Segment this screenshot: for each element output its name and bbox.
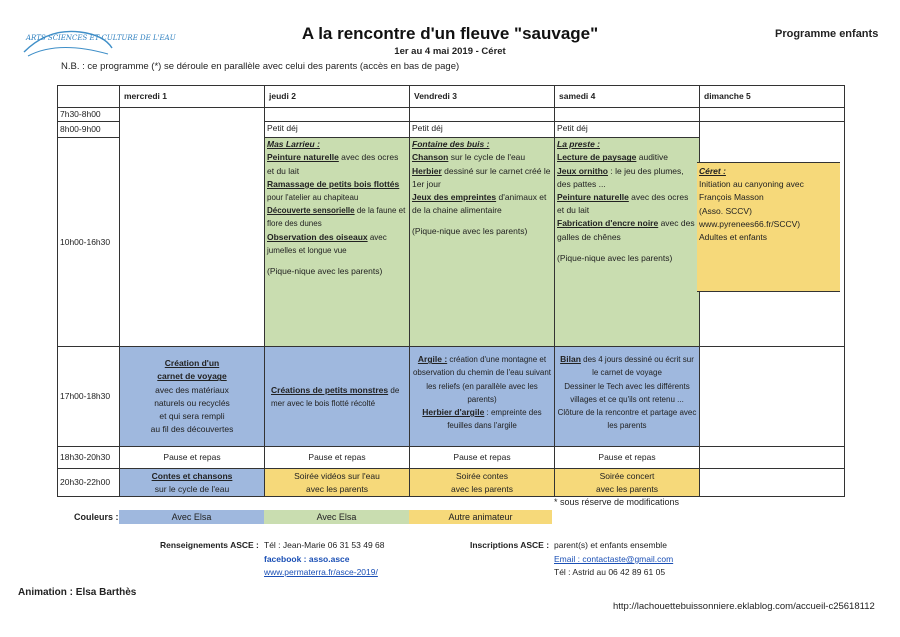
mer-pause: Pause et repas <box>120 447 265 469</box>
jeu-d-rest: avec jumelles et longue vue <box>267 232 387 255</box>
sam-night-l1: Soirée concert <box>599 470 655 481</box>
day-samedi: samedi 4 <box>555 86 700 108</box>
sam-eve-rest: des 4 jours dessiné ou écrit sur le carnet de voyage <box>580 355 694 378</box>
ven-7h30 <box>410 108 555 122</box>
program-label: Programme enfants <box>775 28 879 40</box>
day-jeudi: jeudi 2 <box>265 86 410 108</box>
jeu-picnic: (Pique-nique avec les parents) <box>267 266 383 277</box>
legend-blue: Avec Elsa <box>119 510 264 524</box>
time-night: 20h30-22h00 <box>58 469 120 497</box>
jeu-b-title: Ramassage de petits bois flottés <box>267 178 400 189</box>
ven-c-title: Jeux des empreintes <box>412 192 497 203</box>
ven-b-rest: dessiné sur le carnet créé le 1er jour <box>412 165 551 189</box>
mer-morning <box>120 108 265 347</box>
ven-pause: Pause et repas <box>410 447 555 469</box>
mer-eve-l2: naturels ou recyclés <box>154 397 230 408</box>
ven-a-title: Chanson <box>412 152 449 163</box>
sam-picnic: (Pique-nique avec les parents) <box>557 252 673 263</box>
corner-cell <box>58 86 120 108</box>
row-night <box>58 469 845 497</box>
sam-b-title: Jeux ornitho <box>557 165 609 176</box>
ven-place: Fontaine des buis : <box>412 139 490 150</box>
ven-eve-a-rest: création d'une montagne et observation du chemin de l'eau suivant les reliefs (en parallèle avec les parents) <box>412 355 552 404</box>
jeu-night-l2: avec les parents <box>306 483 368 494</box>
mer-eve-l3: et qui sera rempli <box>159 410 225 421</box>
ven-c-rest: d'animaux et de la chaine alimentaire <box>412 192 547 216</box>
day-vendredi: Vendredi 3 <box>410 86 555 108</box>
day-dimanche: dimanche 5 <box>700 86 845 108</box>
row-evening <box>58 347 845 447</box>
sam-eve-title: Bilan <box>560 354 581 365</box>
dim-night <box>700 469 845 497</box>
animation-credit: Animation : Elsa Barthès <box>18 587 137 598</box>
sam-d-title: Fabrication d'encre noire <box>557 218 659 229</box>
ven-eve-b-rest: : empreinte des feuilles dans l'argile <box>447 408 542 431</box>
insc-who: parent(s) et enfants ensemble <box>554 540 667 550</box>
ven-a-rest: sur le cycle de l'eau <box>448 152 526 163</box>
dim-l2: François Masson <box>699 192 764 203</box>
logo-text: ARTS SCIENCES ET CULTURE DE L'EAU <box>26 34 176 42</box>
rens-label: Renseignements ASCE : <box>160 540 259 550</box>
jeu-eve-cell <box>265 347 410 447</box>
jeu-c-title: Découverte sensorielle <box>267 206 355 216</box>
jeu-breakfast: Petit déj <box>265 122 410 138</box>
insc-tel: Tél : Astrid au 06 42 89 61 05 <box>554 567 666 577</box>
jeu-a-rest: avec des ocres et du lait <box>267 152 399 176</box>
website-link[interactable]: www.permaterra.fr/asce-2019/ <box>264 567 378 577</box>
legend-green: Avec Elsa <box>264 510 409 524</box>
ven-breakfast: Petit déj <box>410 122 555 138</box>
mer-eve-l4: au fil des découvertes <box>150 424 234 435</box>
jeu-eve-title: Créations de petits monstres <box>271 384 389 395</box>
jeu-pause: Pause et repas <box>265 447 410 469</box>
header-row <box>58 86 845 108</box>
footer-url: http://lachouettebuissonniere.eklablog.com/accueil-c25618112 <box>613 601 875 612</box>
jeu-b-rest: pour l'atelier au chapiteau <box>267 193 359 203</box>
jeu-7h30 <box>265 108 410 122</box>
ven-picnic: (Pique-nique avec les parents) <box>412 226 528 237</box>
dim-l1: Initiation au canyoning avec <box>699 179 804 190</box>
day-mercredi: mercredi 1 <box>120 86 265 108</box>
dim-l3: (Asso. SCCV) <box>699 205 752 216</box>
ven-night <box>410 469 555 497</box>
email-link[interactable]: Email : contactaste@gmail.com <box>554 554 674 564</box>
jeu-c-rest: de la faune et flore des dunes <box>267 206 406 229</box>
jeu-eve-rest: de mer avec le bois flotté récolté <box>271 385 400 408</box>
ven-eve-b-title: Herbier d'argile <box>422 407 485 418</box>
page-subtitle: 1er au 4 mai 2019 - Céret <box>394 46 506 57</box>
ven-eve-a-title: Argile : <box>417 354 448 365</box>
sam-a-title: Lecture de paysage <box>557 152 637 163</box>
sam-day-cell <box>555 138 700 347</box>
row-7h30 <box>58 108 845 122</box>
facebook-link[interactable]: facebook : asso.asce <box>264 554 350 564</box>
jeu-d-title: Observation des oiseaux <box>267 231 368 242</box>
mer-night-rest: sur le cycle de l'eau <box>154 483 230 494</box>
legend-yellow: Autre animateur <box>409 510 552 524</box>
dim-l4: www.pyrenees66.fr/SCCV) <box>699 218 801 229</box>
sam-pause: Pause et repas <box>555 447 700 469</box>
mer-night-title: Contes et chansons <box>151 470 233 481</box>
insc-label: Inscriptions ASCE : <box>470 540 550 550</box>
dim-pause <box>700 447 845 469</box>
jeu-night-l1: Soirée vidéos sur l'eau <box>294 470 380 481</box>
sam-night <box>555 469 700 497</box>
jeu-a-title: Peinture naturelle <box>267 152 339 163</box>
sam-eve-l3: Clôture de la rencontre et partage avec les parents <box>557 408 697 431</box>
nb-note: N.B. : ce programme (*) se déroule en parallèle avec celui des parents (accès en bas de page) <box>61 61 460 72</box>
jeu-night <box>265 469 410 497</box>
time-8h00: 8h00-9h00 <box>58 122 120 138</box>
sam-c-rest: avec des ocres et du lait <box>557 192 689 216</box>
sam-breakfast: Petit déj <box>555 122 700 138</box>
time-day: 10h00-16h30 <box>58 138 120 347</box>
page-title: A la rencontre d'un fleuve "sauvage" <box>301 24 599 43</box>
dim-place: Céret : <box>699 166 726 176</box>
ven-b-title: Herbier <box>412 165 442 176</box>
sam-place: La preste : <box>557 139 600 150</box>
row-pause <box>58 447 845 469</box>
legend-label: Couleurs : <box>74 512 119 522</box>
sam-night-l2: avec les parents <box>596 483 658 494</box>
dim-7h30 <box>700 108 845 122</box>
sam-7h30 <box>555 108 700 122</box>
dim-eve-cell <box>700 347 845 447</box>
modification-note: * sous réserve de modifications <box>554 497 680 507</box>
ven-eve-cell <box>410 347 555 447</box>
mer-eve-title1: Création d'un <box>164 358 220 369</box>
jeu-place: Mas Larrieu : <box>267 139 320 150</box>
jeu-day-cell <box>265 138 410 347</box>
sam-c-title: Peinture naturelle <box>557 192 629 203</box>
sam-a-rest: auditive <box>636 152 669 163</box>
ven-day-cell <box>410 138 555 347</box>
mer-night <box>120 469 265 497</box>
mer-eve-title2: carnet de voyage <box>157 371 227 382</box>
dim-day-cell <box>697 162 840 292</box>
ven-night-l2: avec les parents <box>451 483 513 494</box>
sam-eve-cell <box>555 347 700 447</box>
time-pause: 18h30-20h30 <box>58 447 120 469</box>
sam-b-rest: : le jeu des plumes, des pattes ... <box>557 165 684 189</box>
ven-night-l1: Soirée contes <box>456 470 508 481</box>
rens-tel: Tél : Jean-Marie 06 31 53 49 68 <box>264 540 385 550</box>
sam-d-rest: avec des galles de chênes <box>557 218 695 242</box>
dim-l5: Adultes et enfants <box>699 232 768 243</box>
mer-eve-cell <box>120 347 265 447</box>
time-evening: 17h00-18h30 <box>58 347 120 447</box>
time-7h30: 7h30-8h00 <box>58 108 120 122</box>
sam-eve-l2: Dessiner le Tech avec les différents villages et ce qu'ils ont retenu ... <box>564 381 690 404</box>
mer-eve-l1: avec des matériaux <box>155 384 229 395</box>
